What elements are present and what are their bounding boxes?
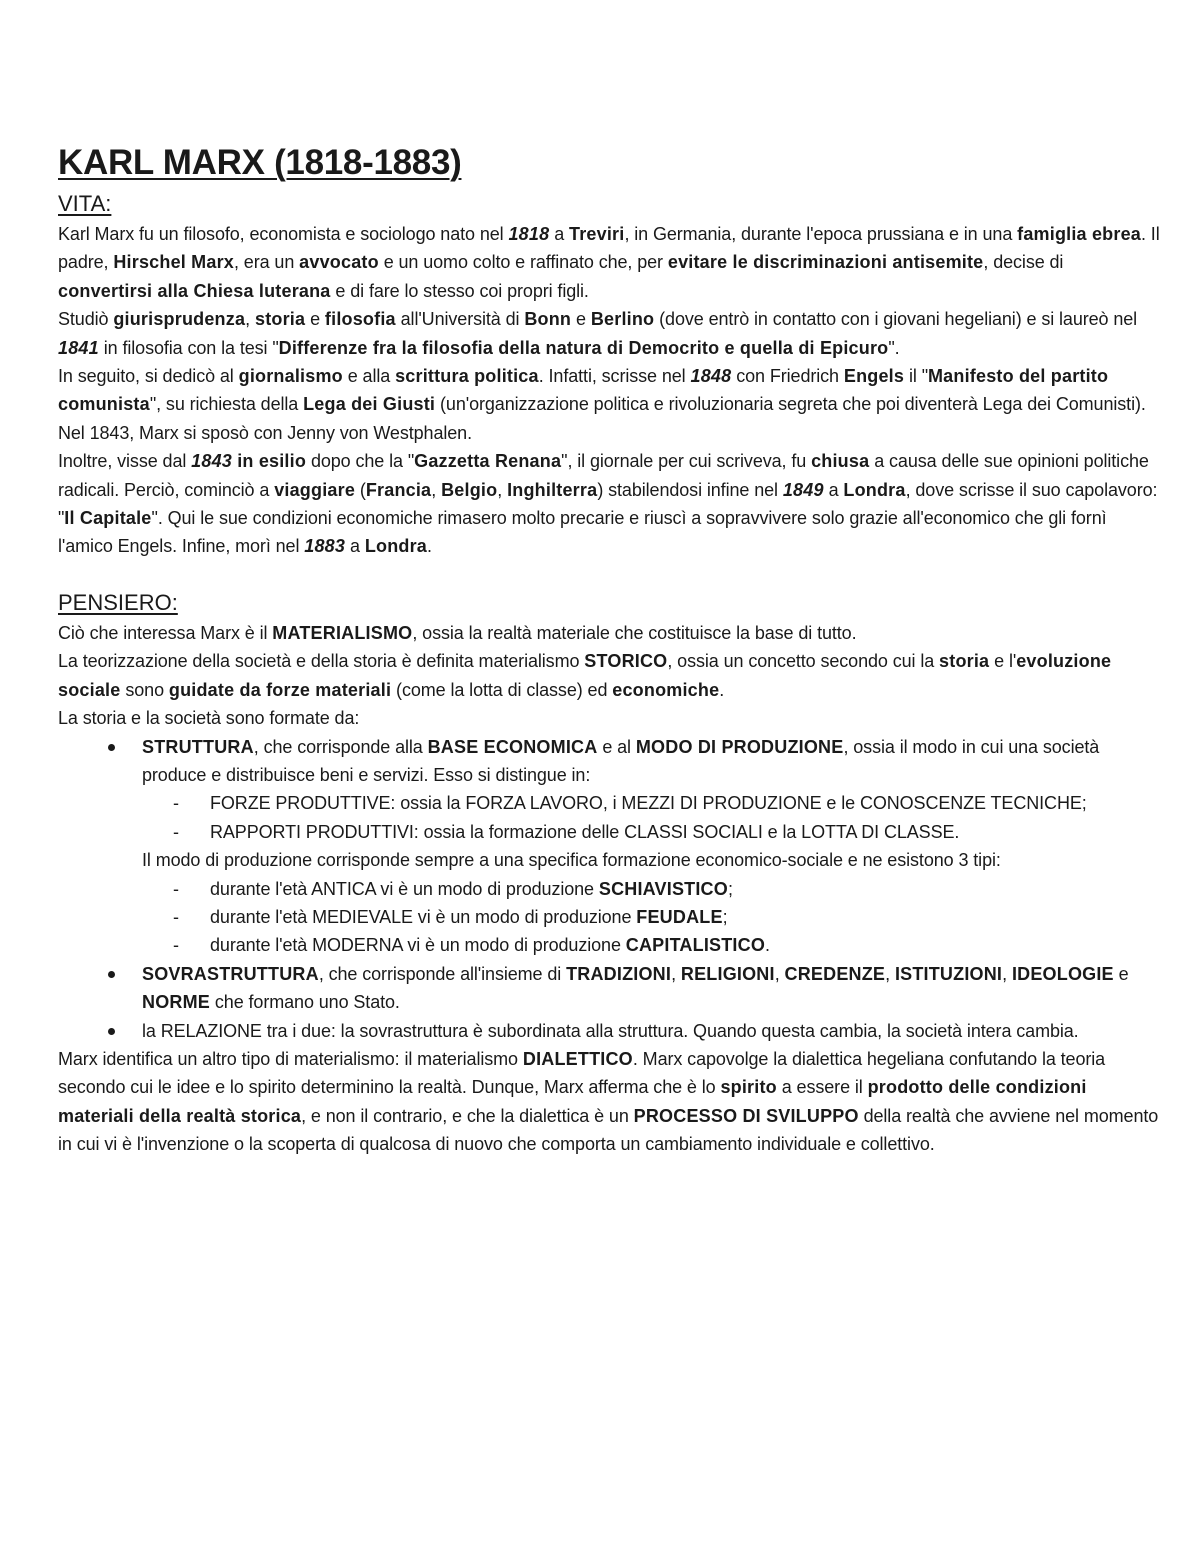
text-run: a (345, 536, 365, 557)
text-run: RAPPORTI PRODUTTIVI: ossia la formazione delle CLASSI SOCIALI e la LOTTA DI CLASSE. (210, 821, 960, 842)
text-run: 1848 (690, 366, 732, 387)
sub-list (142, 875, 1160, 960)
text-run: ", il giornale per cui scriveva, fu (561, 451, 812, 472)
text-run: durante l'età ANTICA vi è un modo di produzione (210, 878, 599, 899)
text-run: evoluzione sociale (58, 651, 1112, 700)
text-run: 1843 (191, 451, 233, 472)
text-run: e alla (342, 366, 396, 387)
text-run: Karl Marx fu un filosofo, economista e sociologo nato nel (58, 224, 509, 244)
text-run: Inoltre, visse dal (58, 451, 192, 472)
text-run: , (1002, 963, 1012, 984)
text-run: evitare le discriminazioni antisemite (667, 252, 984, 273)
text-run: , era un (234, 252, 300, 273)
text-run: la RELAZIONE tra i due: la sovrastruttura è subordinata alla struttura. Quando questa cambia, la società intera cambia. (142, 1020, 1079, 1041)
sub-list-item (142, 931, 1160, 959)
text-run: in esilio (232, 451, 307, 472)
text-run: e (1113, 963, 1129, 984)
structure-list (58, 733, 1160, 1045)
list-item-sovrastruttura (58, 960, 1160, 1017)
text-run: e l' (989, 651, 1017, 672)
text-run: CAPITALISTICO (625, 935, 766, 956)
text-run: In seguito, si dedicò al (58, 366, 239, 387)
section-heading-vita: VITA: (58, 191, 112, 216)
text-run: . (719, 679, 725, 700)
text-run: ISTITUZIONI (894, 963, 1003, 984)
text-run: FORZE PRODUTTIVE: ossia la FORZA LAVORO, i MEZZI DI PRODUZIONE e le CONOSCENZE TECNICHE; (210, 793, 1087, 814)
text-run: La storia e la società sono formate da: (58, 708, 360, 729)
sub-list-item-text (210, 907, 728, 927)
text-run: Marx identifica un altro tipo di materialismo: il materialismo (58, 1048, 523, 1069)
text-run: 1883 (304, 536, 346, 557)
text-run: che formano uno Stato. (210, 992, 400, 1013)
text-run: e al (597, 736, 636, 757)
text-run: . (427, 536, 432, 557)
sub-list-item-text (210, 935, 770, 955)
text-run: giornalismo (238, 366, 343, 387)
vita-paragraph-4 (58, 419, 1160, 447)
text-run: Il modo di produzione corrisponde sempre a una specifica formazione economico-sociale e ne esistono 3 tipi: (142, 850, 1001, 871)
text-run: durante l'età MEDIEVALE vi è un modo di produzione (210, 906, 637, 927)
text-run: ; (722, 906, 728, 927)
text-run: MODO DI PRODUZIONE (635, 736, 844, 757)
sub-list-item (142, 903, 1160, 931)
text-run: Francia (365, 479, 432, 500)
text-run: STRUTTURA (142, 736, 254, 757)
text-run: sono (120, 679, 169, 700)
text-run: Engels (843, 366, 905, 387)
text-run: (un'organizzazione politica e rivoluzionaria segreta che poi diventerà Lega dei Comunisti). (435, 394, 1146, 415)
vita-paragraph-1 (58, 220, 1160, 305)
text-run: Inghilterra (507, 479, 598, 500)
text-run: IDEOLOGIE (1011, 963, 1114, 984)
list-item-text (142, 737, 1099, 785)
section-heading-pensiero: PENSIERO: (58, 589, 178, 615)
pensiero-paragraph-1 (58, 619, 1160, 647)
text-run: e (571, 309, 591, 330)
dash-icon: - (173, 793, 179, 814)
text-run: , (774, 963, 785, 984)
text-run: filosofia (324, 309, 396, 330)
text-run: TRADIZIONI (566, 963, 672, 984)
text-run: ; (727, 878, 733, 899)
text-run: prodotto delle condizioni materiali della realtà storica (58, 1077, 1087, 1126)
text-run: e (305, 309, 325, 330)
text-run: , e non il contrario, e che la dialettica è un (301, 1105, 634, 1126)
text-run: PROCESSO DI SVILUPPO (633, 1105, 859, 1126)
text-run: economiche (612, 679, 720, 700)
text-run: , ossia la realtà materiale che costituisce la base di tutto. (412, 622, 857, 643)
text-run: , (245, 309, 255, 330)
text-run: e di fare lo stesso coi propri figli. (330, 280, 589, 301)
dash-icon: - (173, 821, 179, 842)
list-item-text (142, 964, 1129, 1012)
text-run: , ossia un concetto secondo cui la (667, 651, 940, 672)
text-run: , (885, 963, 895, 984)
vita-paragraph-3 (58, 362, 1160, 419)
text-run: della realtà che avviene nel momento in cui vi è l'invenzione o la scoperta di qualcosa di nuovo che comporta un cambiamento individuale e collettivo. (58, 1105, 1159, 1155)
text-run: Nel 1843, Marx si sposò con Jenny von Westphalen. (58, 422, 472, 443)
text-run: 1849 (782, 479, 824, 500)
text-run: . Marx capovolge la dialettica hegeliana confutando la teoria secondo cui le idee e lo spirito determinino la realtà. Dunque, Marx afferma che è lo (58, 1048, 1106, 1098)
text-run: durante l'età MODERNA vi è un modo di produzione (210, 935, 626, 956)
text-run: chiusa (811, 451, 870, 472)
text-run: all'Università di (395, 309, 525, 330)
text-run: famiglia ebrea (1017, 224, 1141, 244)
text-run: SCHIAVISTICO (598, 878, 728, 899)
text-run: 1841 (58, 337, 99, 358)
sub-list-item (142, 875, 1160, 903)
text-run: giurisprudenza (113, 309, 246, 330)
text-run: ( (355, 479, 366, 500)
text-run: , che corrisponde all'insieme di (318, 963, 567, 984)
text-run: Hirschel Marx (113, 252, 234, 273)
text-run: a (823, 479, 844, 500)
production-note (142, 846, 1160, 874)
text-run: Lega dei Giusti (303, 394, 436, 415)
sub-list-item-text (210, 793, 1087, 813)
text-run: , (431, 479, 442, 500)
text-run: NORME (142, 992, 210, 1013)
dash-icon: - (173, 906, 179, 927)
vita-paragraph-2 (58, 305, 1160, 362)
sub-list-item-text (210, 879, 733, 899)
text-run: Londra (843, 479, 906, 500)
text-run: (dove entrò in contatto con i giovani hegeliani) e si laureò nel (654, 309, 1138, 330)
bullet-icon (108, 1028, 115, 1035)
text-run: storia (939, 651, 990, 672)
text-run: STORICO (584, 651, 668, 672)
text-run: ", su richiesta della (149, 394, 304, 415)
text-run: 1818 (508, 224, 550, 244)
text-run: scrittura politica (395, 366, 539, 387)
pensiero-paragraph-4 (58, 1045, 1160, 1159)
text-run: SOVRASTRUTTURA (142, 963, 319, 984)
text-run: spirito (720, 1077, 777, 1098)
text-run: (come la lotta di classe) ed (391, 679, 613, 700)
text-run: ) stabilendosi infine nel (597, 479, 783, 500)
text-run: , che corrisponde alla (253, 736, 428, 757)
pensiero-paragraph-3 (58, 704, 1160, 732)
text-run: , (497, 479, 508, 500)
text-run: DIALETTICO (522, 1048, 633, 1069)
dash-icon: - (173, 935, 179, 956)
text-run: a causa delle sue opinioni politiche radicali. Perciò, cominciò a (58, 451, 1149, 500)
list-item-struttura (58, 733, 1160, 960)
text-run: con Friedrich (731, 366, 844, 387)
text-run: dopo che la " (306, 451, 415, 472)
text-run: . (765, 935, 770, 956)
text-run: Bonn (524, 309, 572, 330)
text-run: Londra (364, 536, 428, 557)
text-run: e un uomo colto e raffinato che, per (378, 252, 668, 273)
sub-list-item (142, 818, 1160, 846)
sub-list-item (142, 789, 1160, 817)
page-title: KARL MARX (1818-1883) (58, 143, 462, 182)
dash-icon: - (173, 878, 179, 899)
text-run: il " (904, 366, 928, 387)
text-run: convertirsi alla Chiesa luterana (58, 280, 331, 301)
text-run: BASE ECONOMICA (427, 736, 598, 757)
bullet-icon (108, 971, 115, 978)
text-run: Differenze fra la filosofia della natura di Democrito e quella di Epicuro (278, 337, 889, 358)
text-run: RELIGIONI (680, 963, 775, 984)
text-run: Manifesto del partito comunista (58, 366, 1109, 415)
text-run: . Il padre, (58, 224, 1160, 273)
text-run: Il Capitale (64, 508, 152, 529)
list-item-text (142, 1021, 1079, 1041)
text-run: viaggiare (274, 479, 356, 500)
text-run: in filosofia con la tesi " (98, 337, 279, 358)
text-run: Treviri (569, 224, 625, 244)
bullet-icon (108, 744, 115, 751)
pensiero-paragraph-2 (58, 647, 1160, 704)
text-run: , (671, 963, 681, 984)
text-run: , decise di (983, 252, 1064, 273)
text-run: Belgio (441, 479, 498, 500)
text-run: , dove scrisse il suo capolavoro: " (58, 479, 1158, 529)
list-item-relazione (58, 1017, 1160, 1045)
text-run: a essere il (776, 1077, 868, 1098)
text-run: Studiò (58, 309, 114, 330)
text-run: , ossia il modo in cui una società produce e distribuisce beni e servizi. Esso si distingue in: (142, 736, 1100, 785)
text-run: a (549, 224, 570, 244)
text-run: Ciò che interessa Marx è il (58, 622, 273, 643)
text-run: ". (888, 337, 900, 358)
text-run: FEUDALE (636, 906, 723, 927)
sub-list (142, 789, 1160, 846)
text-run: La teorizzazione della società e della storia è definita materialismo (58, 651, 585, 672)
text-run: Gazzetta Renana (414, 451, 562, 472)
sub-list-item-text (210, 822, 959, 842)
text-run: ". Qui le sue condizioni economiche rimasero molto precarie e riuscì a sopravvivere solo grazie all'economico che gli fornì l'amico Engels. Infine, morì nel (58, 508, 1107, 557)
text-run: storia (254, 309, 306, 330)
vita-paragraph-5 (58, 447, 1160, 561)
text-run: , in Germania, durante l'epoca prussiana e in una (624, 224, 1018, 244)
text-run: . Infatti, scrisse nel (538, 366, 691, 387)
text-run: guidate da forze materiali (168, 679, 392, 700)
text-run: Berlino (590, 309, 655, 330)
text-run: MATERIALISMO (272, 622, 413, 643)
text-run: CREDENZE (784, 963, 886, 984)
text-run: avvocato (299, 252, 379, 273)
